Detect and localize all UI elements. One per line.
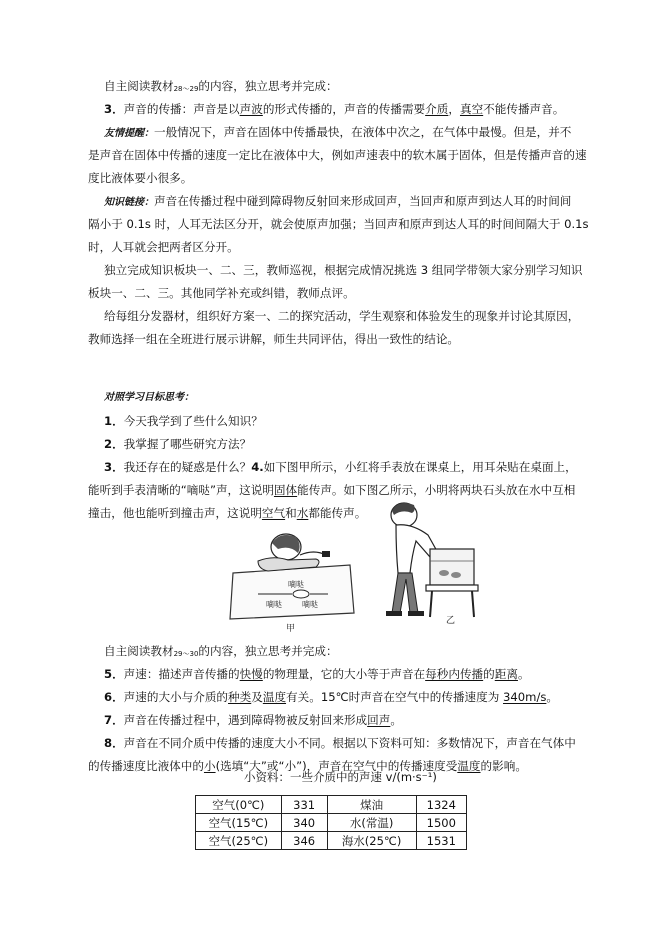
reflection-q1 bbox=[104, 413, 263, 429]
question-6 bbox=[104, 689, 558, 705]
figure-listening-desk bbox=[228, 525, 358, 635]
question-text: ， bbox=[448, 102, 460, 116]
table-cell: 1324 bbox=[416, 796, 466, 814]
answer-blank: 种类 bbox=[228, 690, 252, 704]
question-text: 声速的大小与介质的 bbox=[123, 690, 229, 704]
table-row bbox=[196, 814, 467, 832]
question-number: 2． bbox=[104, 437, 124, 451]
link-text: 声音在传播过程中碰到障碍物反射回来形成回声，当回声和原声到达人耳的时间间 bbox=[154, 194, 572, 208]
desk-top bbox=[230, 565, 354, 619]
reading-intro-1 bbox=[104, 78, 338, 97]
reflection-title: 对照学习目标思考： bbox=[104, 392, 194, 403]
question-text: 不能传播声音。 bbox=[483, 102, 565, 116]
intro-text-end: 的内容，独立思考并完成： bbox=[198, 644, 338, 658]
table-cell: 水(常温) bbox=[327, 814, 416, 832]
stone-icon bbox=[451, 572, 461, 578]
question-text: 声音在传播过程中，遇到障碍物被反射回来形成 bbox=[123, 713, 368, 727]
tick-label-2: 嘀哒 bbox=[266, 600, 282, 609]
question-text: 声音的传播：声音是以 bbox=[123, 102, 240, 116]
table-caption: 小资料：一些介质中的声速 v/(m·s⁻¹) bbox=[244, 770, 437, 784]
table-cell: 346 bbox=[281, 832, 327, 850]
intro-text: 自主阅读教材 bbox=[104, 79, 174, 93]
answer-blank: 温度 bbox=[262, 690, 287, 704]
answer-blank: 340m/s bbox=[503, 690, 547, 704]
question-text: 我掌握了哪些研究方法？ bbox=[123, 437, 252, 451]
answer-blank: 回声 bbox=[367, 713, 391, 727]
answer-blank: 水 bbox=[296, 506, 309, 520]
link-line-1 bbox=[104, 193, 571, 211]
question-text: (选填“大”或“小”)，声音在空气中的传播速度受 bbox=[215, 759, 458, 773]
question-5 bbox=[104, 666, 530, 682]
table-row bbox=[196, 832, 467, 850]
stone-icon bbox=[439, 570, 449, 576]
question-number: 4. bbox=[251, 460, 264, 474]
intro-text: 自主阅读教材 bbox=[104, 644, 174, 658]
table-cell: 煤油 bbox=[327, 796, 416, 814]
answer-blank: 每秒内传播 bbox=[425, 667, 484, 681]
table-cell: 1500 bbox=[416, 814, 466, 832]
reading-intro-2 bbox=[104, 643, 338, 662]
answer-blank: 声波 bbox=[239, 102, 263, 116]
reflection-q2 bbox=[104, 436, 251, 452]
sound-speed-table bbox=[195, 795, 467, 850]
page-range: 29～30 bbox=[173, 650, 199, 658]
question-3 bbox=[104, 101, 564, 117]
question-number: 5． bbox=[104, 667, 124, 681]
table-cell: 海水(25℃) bbox=[327, 832, 416, 850]
answer-blank: 介质 bbox=[425, 102, 449, 116]
tick-label-3: 嘀哒 bbox=[302, 600, 318, 609]
answer-blank: 温度 bbox=[457, 759, 481, 773]
question-text: 及 bbox=[251, 690, 263, 704]
question-8-line-1 bbox=[104, 735, 576, 751]
stool bbox=[426, 585, 478, 617]
girl-head-on-desk bbox=[258, 534, 330, 571]
page-range: 28～29 bbox=[173, 85, 199, 93]
question-number: 6． bbox=[104, 690, 124, 704]
table-cell: 1531 bbox=[416, 832, 466, 850]
tip-line-2: 是声音在固体中传播的速度一定比在液体中大，例如声速表中的软木属于固体，但是传播声音的速 bbox=[88, 148, 587, 162]
question-text: 撞击，他也能听到撞击声，这说明 bbox=[88, 506, 262, 520]
tip-line-3: 度比液体要小很多。 bbox=[88, 171, 193, 185]
paragraph-1-line-2: 板块一、二、三。其他同学补充或纠错，教师点评。 bbox=[88, 286, 355, 300]
figure-stones-in-water bbox=[372, 495, 484, 625]
table-cell: 空气(25℃) bbox=[196, 832, 282, 850]
question-text: 都能传声。 bbox=[308, 506, 367, 520]
tick-label-1: 嘀哒 bbox=[288, 580, 304, 589]
question-text: 的形式传播的，声音的传播需要 bbox=[262, 102, 426, 116]
table-row bbox=[196, 796, 467, 814]
table-cell: 340 bbox=[281, 814, 327, 832]
question-text: 的影响。 bbox=[480, 759, 527, 773]
tip-label: 友情提醒： bbox=[104, 128, 154, 139]
water-tank bbox=[430, 549, 474, 585]
question-number: 3． bbox=[104, 460, 124, 474]
question-text: 今天我学到了些什么知识？ bbox=[123, 414, 263, 428]
answer-blank: 空气 bbox=[261, 506, 286, 520]
question-text: 的 bbox=[483, 667, 495, 681]
reflection-q3 bbox=[104, 459, 577, 475]
intro-text-end: 的内容，独立思考并完成： bbox=[198, 79, 338, 93]
question-text: 和 bbox=[285, 506, 297, 520]
table-cell: 空气(15℃) bbox=[196, 814, 282, 832]
link-line-3: 时，人耳就会把两者区分开。 bbox=[88, 240, 239, 254]
question-number: 3． bbox=[104, 102, 124, 116]
answer-blank: 距离 bbox=[494, 667, 518, 681]
figure-label-b: 乙 bbox=[446, 616, 456, 625]
paragraph-1-line-1: 独立完成知识板块一、二、三，教师巡视，根据完成情况挑选 3 组同学带领大家分别学习知识 bbox=[104, 263, 583, 277]
watch-icon bbox=[293, 590, 309, 598]
answer-blank: 固体 bbox=[273, 483, 298, 497]
link-line-2: 隔小于 0.1s 时，人耳无法区分开，就会使原声加强；当回声和原声到达人耳的时间间隔大于 0.1s bbox=[88, 217, 589, 231]
question-text: 。 bbox=[546, 690, 558, 704]
tip-line-1 bbox=[104, 124, 571, 142]
question-text: 的传播速度比液体中的 bbox=[88, 759, 204, 773]
answer-blank: 小 bbox=[203, 759, 216, 773]
question-text: 有关。15℃时声音在空气中的传播速度为 bbox=[286, 690, 504, 704]
question-text: 。 bbox=[517, 667, 530, 681]
link-label: 知识链接： bbox=[104, 197, 154, 208]
question-text: 声音在不同介质中传播的速度大小不同。根据以下资料可知：多数情况下，声音在气体中 bbox=[123, 736, 576, 750]
question-text: 如下图甲所示，小红将手表放在课桌上，用耳朵贴在桌面上， bbox=[263, 460, 577, 474]
question-text: 声速：描述声音传播的 bbox=[123, 667, 240, 681]
question-number: 8． bbox=[104, 736, 124, 750]
tip-text: 一般情况下，声音在固体中传播最快，在液体中次之，在气体中最慢。但是，并不 bbox=[154, 125, 572, 139]
table-cell: 空气(0℃) bbox=[196, 796, 282, 814]
question-text: 我还存在的疑惑是什么？ bbox=[123, 460, 252, 474]
question-text: 的物理量，它的大小等于声音在 bbox=[262, 667, 426, 681]
reflection-q4-line-2 bbox=[88, 482, 575, 498]
question-text: 。 bbox=[390, 713, 402, 727]
table-cell: 331 bbox=[281, 796, 327, 814]
question-7 bbox=[104, 712, 402, 728]
answer-blank: 快慢 bbox=[239, 667, 263, 681]
question-text: 能传声。如下图乙所示，小明将两块石头放在水中互相 bbox=[297, 483, 576, 497]
question-number: 7． bbox=[104, 713, 124, 727]
question-number: 1． bbox=[104, 414, 124, 428]
reflection-q4-line-3 bbox=[88, 505, 366, 521]
answer-blank: 真空 bbox=[459, 102, 484, 116]
question-text: 能听到手表清晰的“嘀哒”声，这说明 bbox=[88, 483, 274, 497]
paragraph-2-line-2: 教师选择一组在全班进行展示讲解，师生共同评估，得出一致性的结论。 bbox=[88, 332, 460, 346]
figure-label-a: 甲 bbox=[286, 624, 296, 634]
paragraph-2-line-1: 给每组分发器材，组织好方案一、二的探究活动，学生观察和体验发生的现象并讨论其原因， bbox=[104, 309, 580, 323]
